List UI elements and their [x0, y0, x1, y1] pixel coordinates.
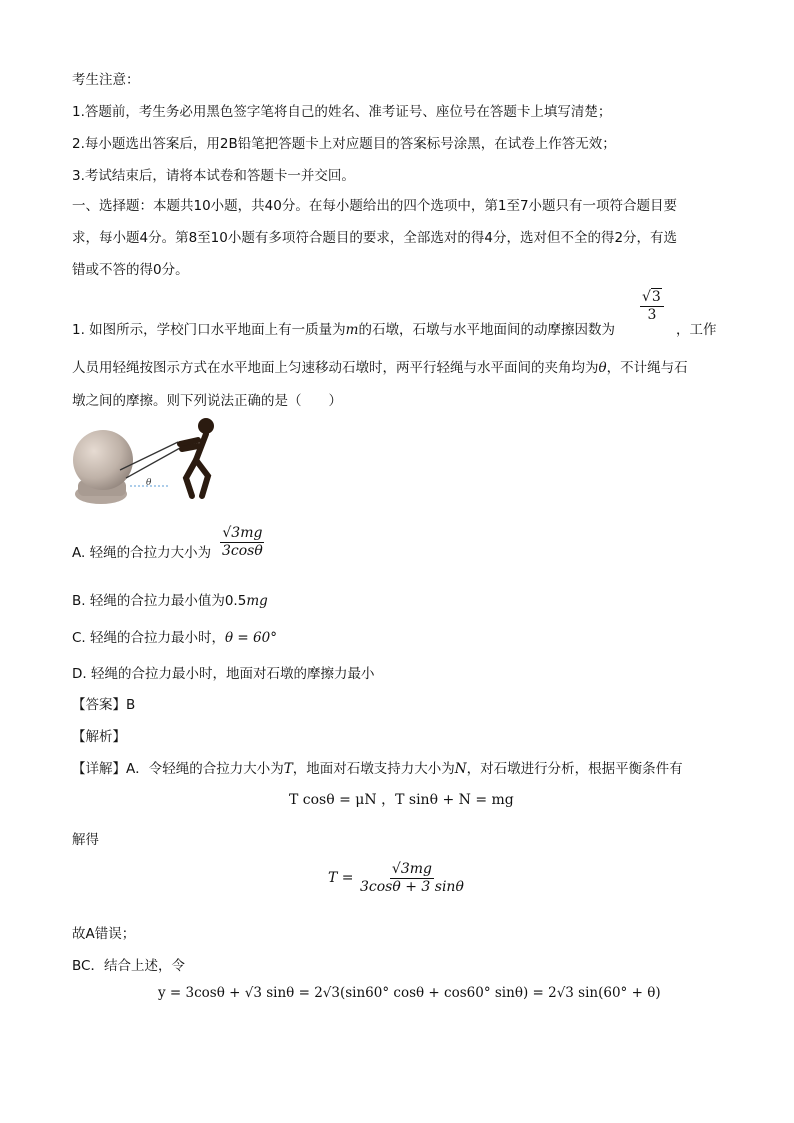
- question1-line-2: 人员用轻绳按图示方式在水平地面上匀速移动石墩时，两平行轻绳与水平面间的夹角均为θ，不计绳与石: [72, 360, 688, 376]
- figure-theta-label: θ: [146, 478, 152, 488]
- option-c: C. 轻绳的合拉力最小时，θ = 60°: [72, 630, 277, 646]
- wrong-a: 故A错误；: [72, 926, 136, 942]
- option-d: D. 轻绳的合拉力最小时，地面对石墩的摩擦力最小: [72, 666, 375, 682]
- stone-ball: [73, 430, 133, 490]
- friction-coefficient: $\frac{√3}{3}$: [640, 290, 664, 322]
- answer: [72, 693, 135, 713]
- solve-label: 解得: [72, 832, 99, 848]
- section-line-3: 错或不答的得0分。: [72, 262, 189, 278]
- notice-item-1: 1.答题前，考生务必用黑色签字笔将自己的姓名、准考证号、座位号在答题卡上填写清楚；: [72, 104, 612, 120]
- notice-item-3: 3.考试结束后，请将本试卷和答题卡一并交回。: [72, 168, 355, 184]
- equation-2: T = $\frac{√3mg}{3\cos\theta + 3 \sin\theta}$: [328, 861, 464, 895]
- question1-line-3: 墩之间的摩擦。则下列说法正确的是（ ）: [72, 393, 342, 409]
- question1-line-1: 1. 如图所示，学校门口水平地面上有一质量为m的石墩，石墩与水平地面间的动摩擦因数为: [72, 322, 615, 338]
- bc-line: BC．结合上述，令: [72, 958, 185, 974]
- equation-3: y = 3cosθ + √3 sinθ = 2√3(sin60° cosθ + cos60° sinθ) = 2√3 sin(60° + θ): [158, 985, 661, 1001]
- option-a: A. 轻绳的合拉力大小为: [72, 545, 212, 561]
- section-line-2: 求，每小题4分。第8至10小题有多项符合题目的要求，全部选对的得4分，选对但不全的得2分，有选: [72, 230, 678, 246]
- notice-item-2: 2.每小题选出答案后，用2B铅笔把答题卡上对应题目的答案标号涂黑，在试卷上作答无效；: [72, 136, 616, 152]
- question1-line-1-end: ，工作: [676, 322, 717, 338]
- stone-pier-figure: [70, 412, 230, 508]
- option-b: B. 轻绳的合拉力最小值为0.5mg: [72, 593, 268, 609]
- answer-value: B: [126, 697, 136, 713]
- notice-title: 考生注意：: [72, 72, 140, 88]
- equation-1: T cosθ = μN ，T sinθ + N = mg: [289, 792, 514, 808]
- detail-line: 【详解】A．令轻绳的合拉力大小为T，地面对石墩支持力大小为N，对石墩进行分析，根据平衡条件有: [72, 761, 683, 777]
- section-line-1: 一、选择题：本题共10小题，共40分。在每小题给出的四个选项中，第1至7小题只有一项符合题目要: [72, 198, 678, 214]
- analysis-label: 【解析】: [72, 729, 126, 745]
- answer-label: 【答案】: [72, 697, 126, 713]
- worker-figure: [180, 418, 214, 496]
- option-a-fraction: $\frac{√3mg}{3\cos\theta}$: [222, 525, 263, 559]
